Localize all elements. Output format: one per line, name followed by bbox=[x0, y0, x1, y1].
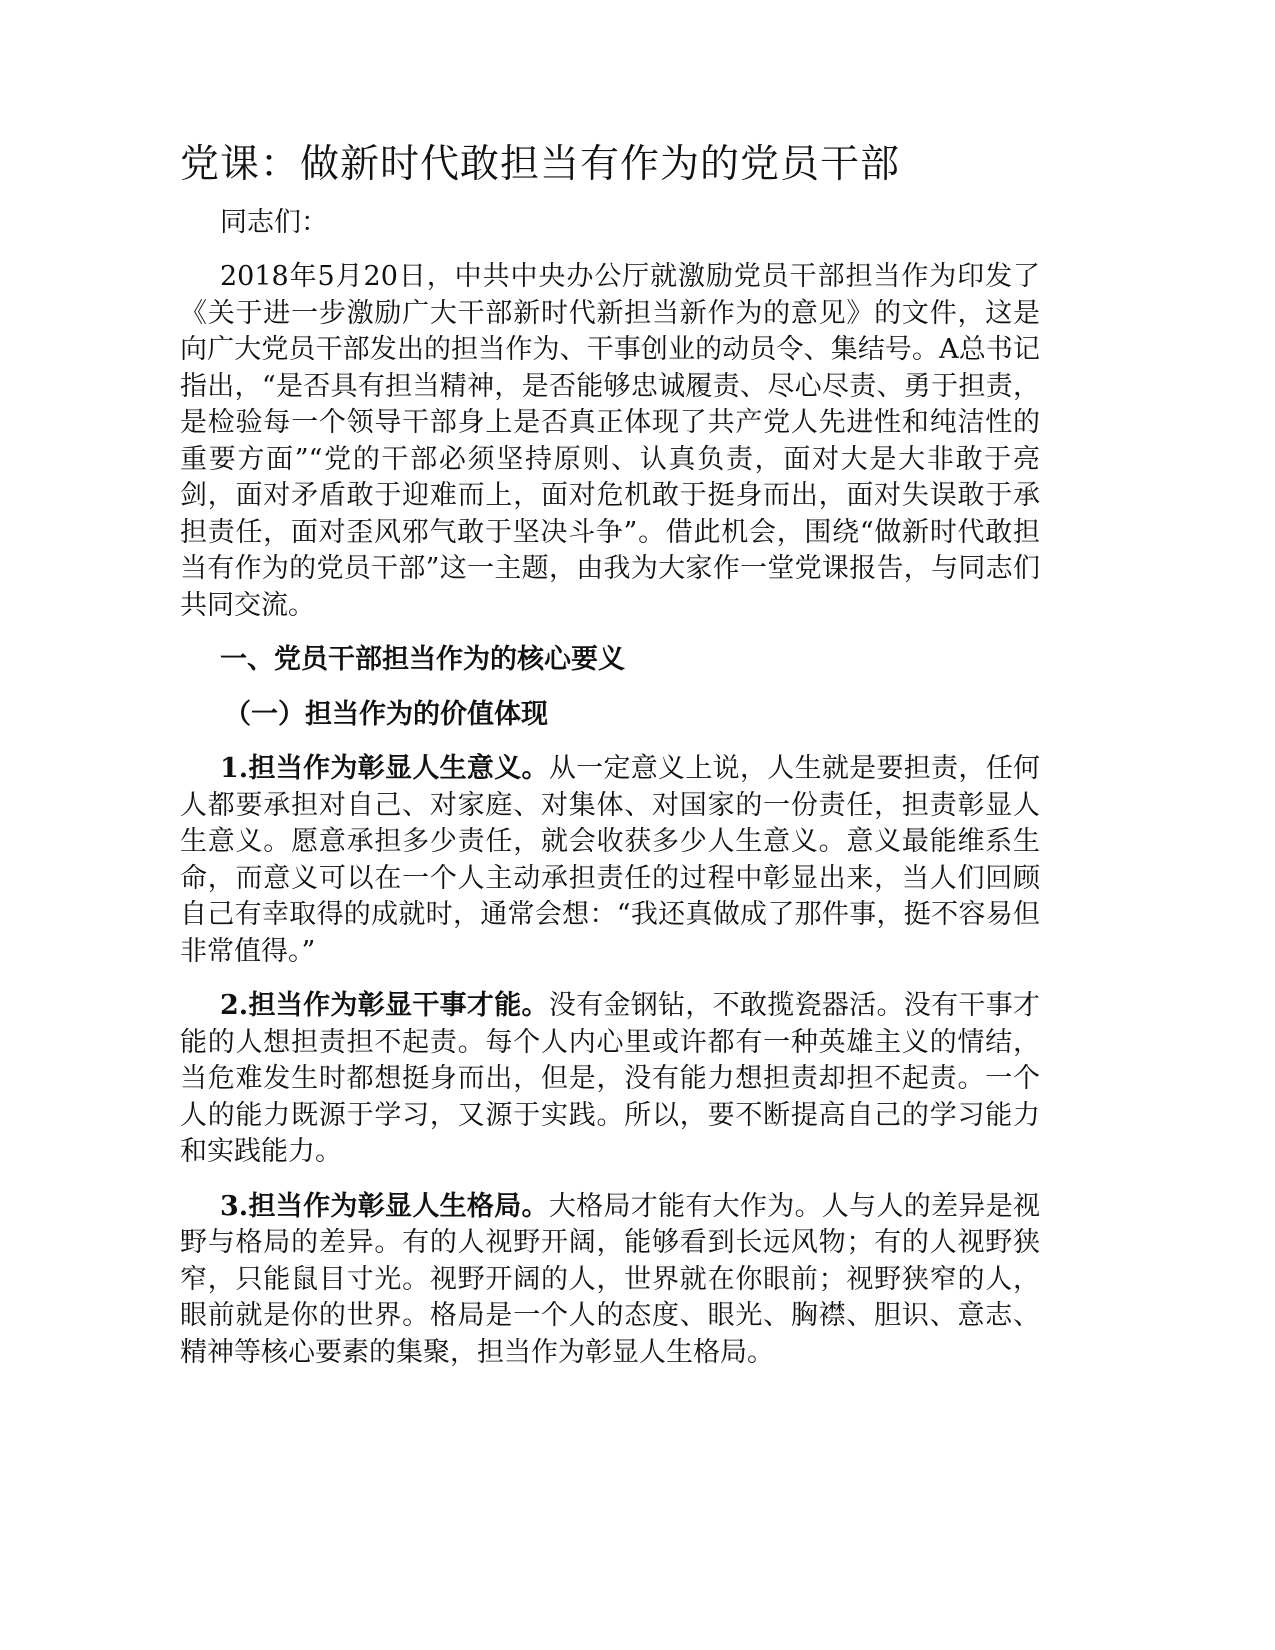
item-paragraph-1 bbox=[180, 751, 1040, 970]
intro-paragraph: 2018年5月20日，中共中央办公厅就激励党员干部担当作为印发了《关于进一步激励广大干部新时代新担当新作为的意见》的文件，这是向广大党员干部发出的担当作为、干事创业的动员令、集结号。A总书记指出，“是否具有担当精神，是否能够忠诚履责、尽心尽责、勇于担责，是检验每一个领导干部身上是否真正体现了共产党人先进性和纯洁性的重要方面”“党的干部必须坚持原则、认真负责，面对大是大非敢于亮剑，面对矛盾敢于迎难而上，面对危机敢于挺身而出，面对失误敢于承担责任，面对歪风邪气敢于坚决斗争”。借此机会，围绕“做新时代敢担当有作为的党员干部”这一主题，由我为大家作一堂党课报告，与同志们共同交流。 bbox=[180, 261, 1040, 621]
item-lead-3: 3.担当作为彰显人生格局。 bbox=[220, 1190, 549, 1222]
item-paragraph-3 bbox=[180, 1189, 1040, 1372]
section-heading: 一、党员干部担当作为的核心要义 bbox=[220, 644, 625, 676]
item-text-1: 从一定意义上说，人生就是要担责，任何人都要承担对自己、对家庭、对集体、对国家的一份责任，担责彰显人生意义。愿意承担多少责任，就会收获多少人生意义。意义最能维系生命，而意义可以在一个人主动承担责任的过程中彰显出来，当人们回顾自己有幸取得的成就时，通常会想：“我还真做成了那件事，挺不容易但非常值得。” bbox=[180, 753, 1041, 967]
item-paragraph-2 bbox=[180, 988, 1040, 1171]
item-lead-2: 2.担当作为彰显干事才能。 bbox=[220, 990, 549, 1022]
item-lead-1: 1.担当作为彰显人生意义。 bbox=[220, 753, 549, 785]
item-text-3: 大格局才能有大作为。人与人的差异是视野与格局的差异。有的人视野开阔，能够看到长远风物；有的人视野狭窄，只能鼠目寸光。视野开阔的人，世界就在你眼前；视野狭窄的人，眼前就是你的世界。格局是一个人的态度、眼光、胸襟、胆识、意志、精神等核心要素的集聚，担当作为彰显人生格局。 bbox=[180, 1190, 1041, 1368]
document-title: 党课：做新时代敢担当有作为的党员干部 bbox=[180, 142, 901, 187]
item-text-2: 没有金钢钻，不敢揽瓷器活。没有干事才能的人想担责担不起责。每个人内心里或许都有一种英雄主义的情结，当危难发生时都想挺身而出，但是，没有能力想担责却担不起责。一个人的能力既源于学习，又源于实践。所以，要不断提高自己的学习能力和实践能力。 bbox=[180, 990, 1041, 1168]
salutation: 同志们： bbox=[220, 206, 328, 238]
subsection-heading: （一）担当作为的价值体现 bbox=[224, 698, 548, 730]
document-page bbox=[180, 140, 1040, 1389]
